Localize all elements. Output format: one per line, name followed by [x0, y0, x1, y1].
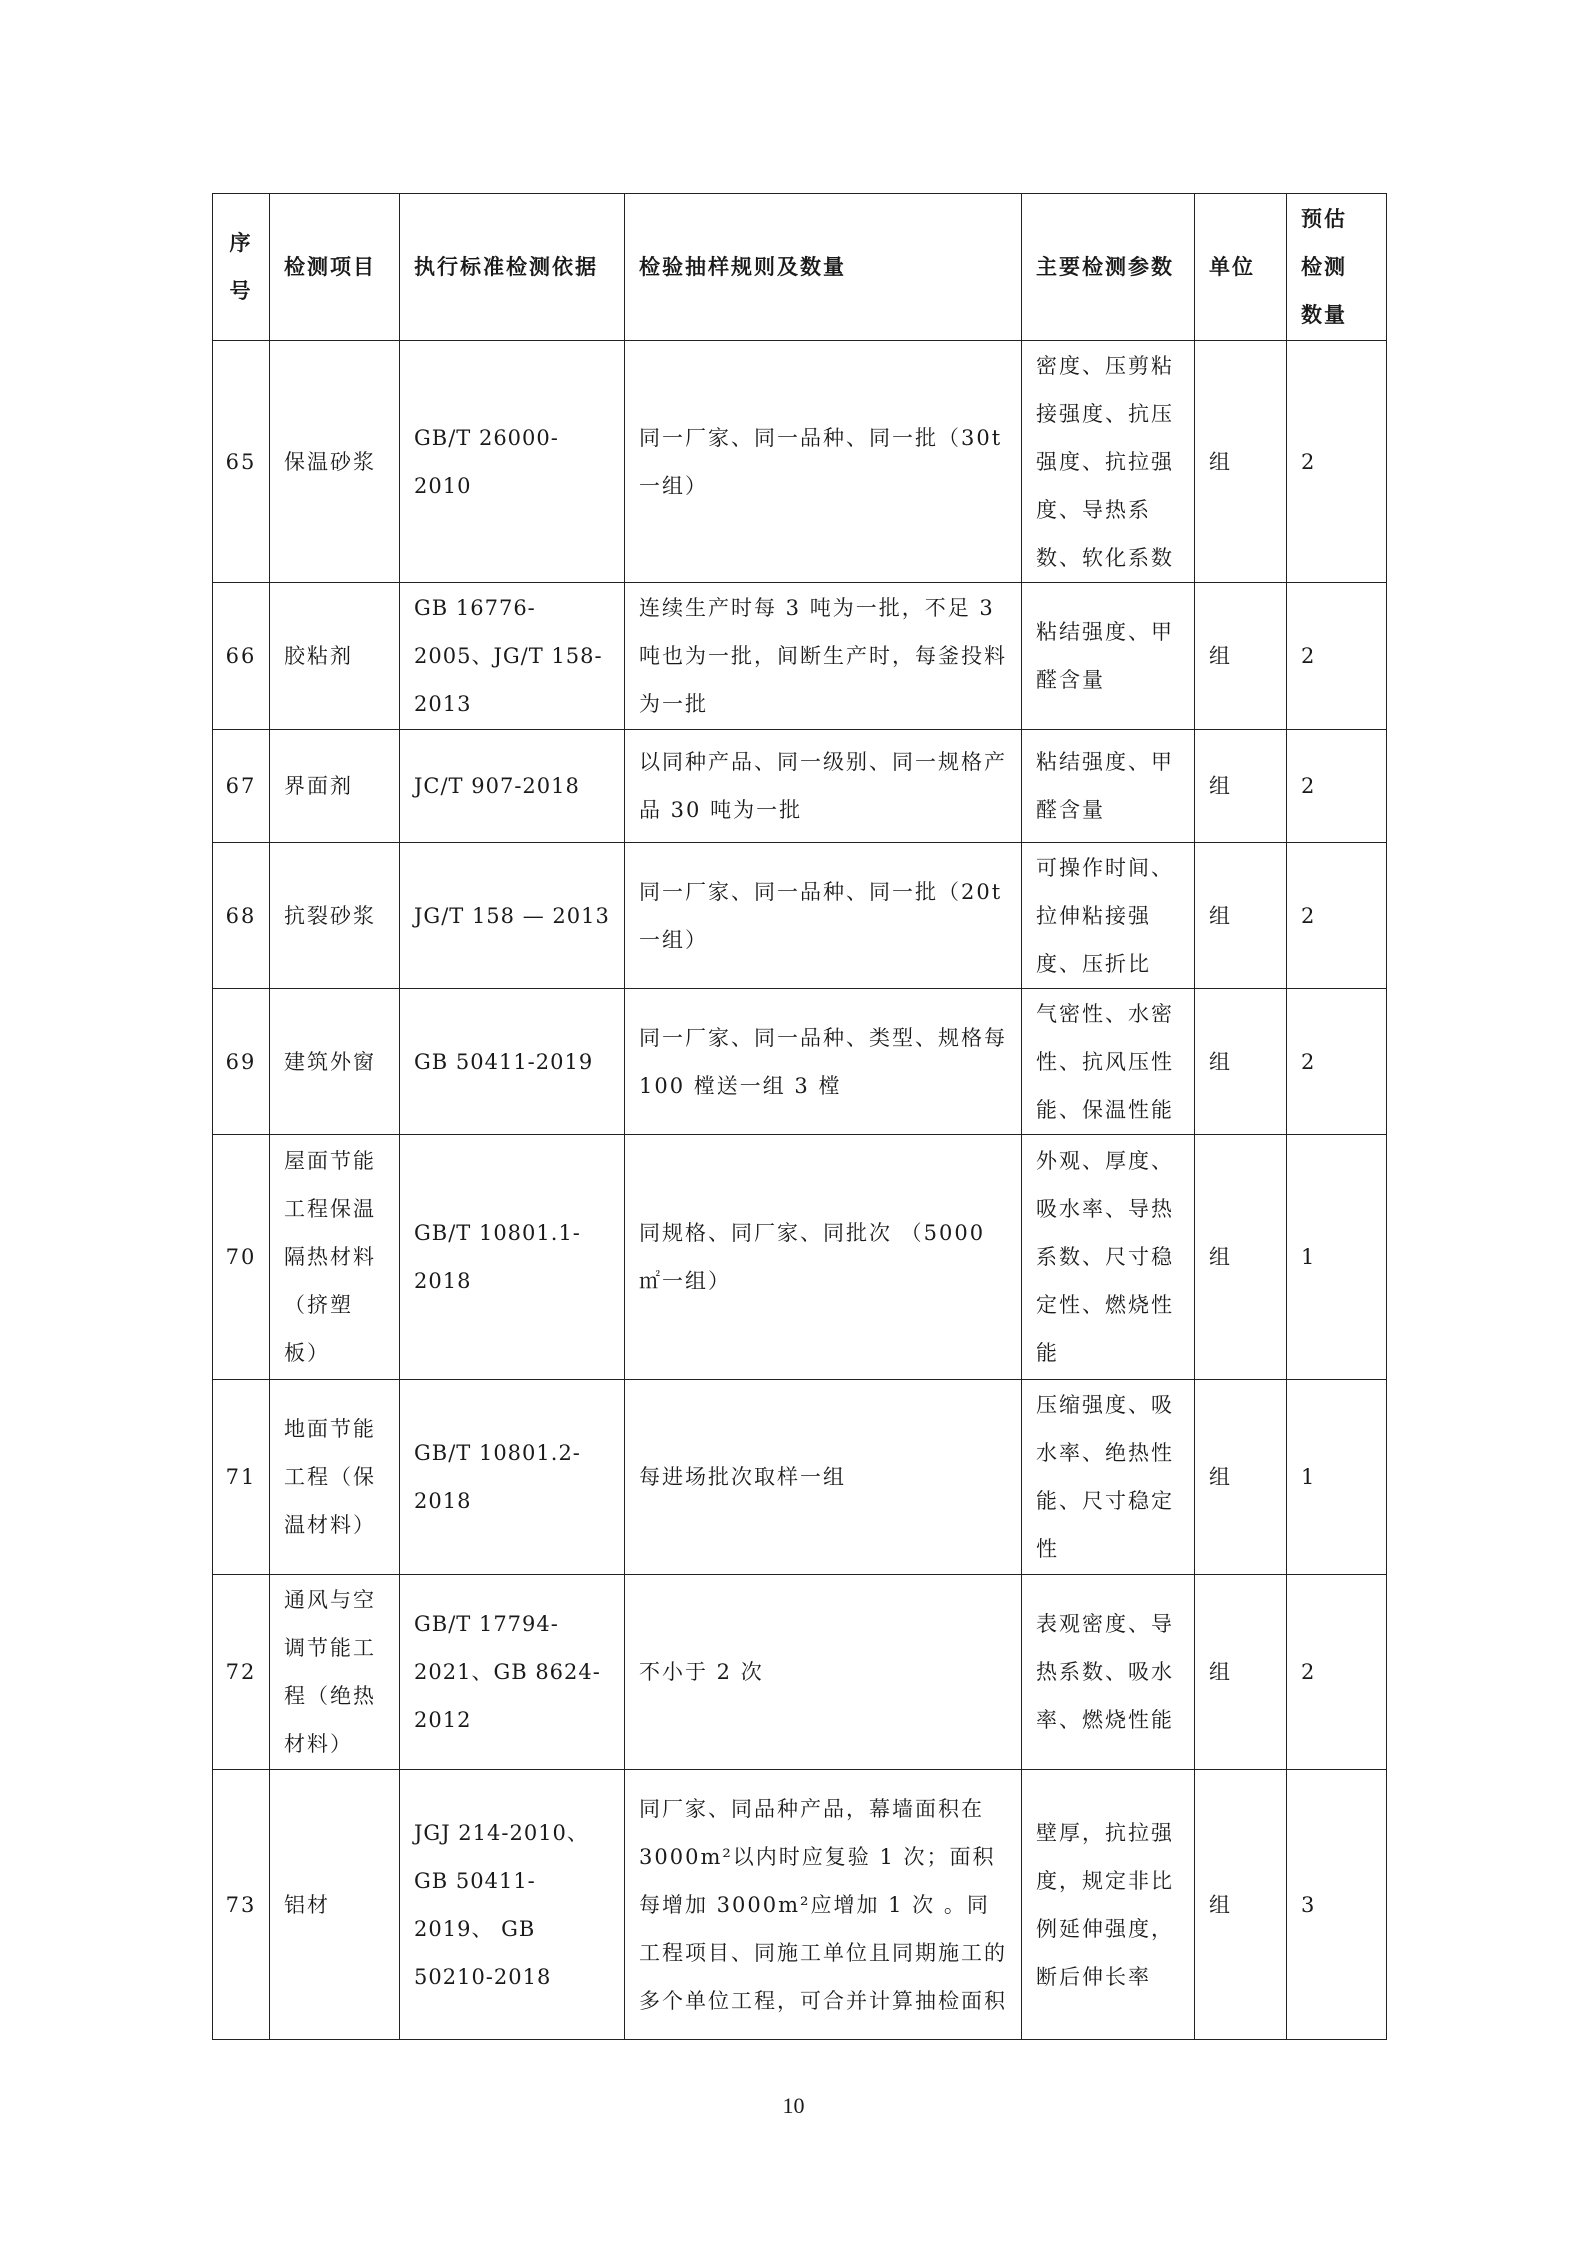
header-unit: 单位 — [1195, 194, 1287, 341]
cell-item: 抗裂砂浆 — [270, 843, 400, 989]
cell-item: 地面节能工程（保温材料） — [270, 1380, 400, 1575]
cell-standard: GB/T 26000-2010 — [400, 341, 625, 583]
cell-standard: GB 16776-2005、JG/T 158-2013 — [400, 583, 625, 730]
cell-params: 粘结强度、甲醛含量 — [1022, 583, 1195, 730]
header-row — [213, 194, 1387, 341]
table-row — [213, 989, 1387, 1135]
header-standard: 执行标准检测依据 — [400, 194, 625, 341]
cell-unit: 组 — [1195, 730, 1287, 843]
header-estimate — [1287, 194, 1387, 341]
cell-qty: 2 — [1287, 1575, 1387, 1770]
table-body — [213, 341, 1387, 2040]
cell-item: 保温砂浆 — [270, 341, 400, 583]
inspection-table — [212, 193, 1387, 2040]
cell-unit: 组 — [1195, 341, 1287, 583]
cell-seq: 67 — [213, 730, 270, 843]
cell-item: 界面剂 — [270, 730, 400, 843]
cell-seq: 72 — [213, 1575, 270, 1770]
cell-sampling: 以同种产品、同一级别、同一规格产品 30 吨为一批 — [625, 730, 1022, 843]
cell-params: 气密性、水密性、抗风压性能、保温性能 — [1022, 989, 1195, 1135]
table-row — [213, 1575, 1387, 1770]
cell-standard: GB/T 10801.2-2018 — [400, 1380, 625, 1575]
table-row — [213, 1135, 1387, 1380]
cell-sampling: 每进场批次取样一组 — [625, 1380, 1022, 1575]
cell-standard: GB/T 17794-2021、GB 8624-2012 — [400, 1575, 625, 1770]
table-row — [213, 843, 1387, 989]
cell-unit: 组 — [1195, 583, 1287, 730]
header-seq-line: 号 — [229, 278, 253, 303]
cell-item: 建筑外窗 — [270, 989, 400, 1135]
cell-seq: 70 — [213, 1135, 270, 1380]
header-seq-line: 序 — [229, 230, 253, 255]
header-sampling: 检验抽样规则及数量 — [625, 194, 1022, 341]
header-item: 检测项目 — [270, 194, 400, 341]
cell-params: 压缩强度、吸水率、绝热性能、尺寸稳定性 — [1022, 1380, 1195, 1575]
cell-qty: 2 — [1287, 843, 1387, 989]
cell-standard: JG/T 158 — 2013 — [400, 843, 625, 989]
cell-params: 可操作时间、拉伸粘接强度、压折比 — [1022, 843, 1195, 989]
cell-params: 密度、压剪粘接强度、抗压强度、抗拉强度、导热系数、软化系数 — [1022, 341, 1195, 583]
cell-standard: JC/T 907-2018 — [400, 730, 625, 843]
header-estimate-line: 数量 — [1301, 302, 1347, 327]
cell-qty: 3 — [1287, 1770, 1387, 2040]
cell-sampling: 不小于 2 次 — [625, 1575, 1022, 1770]
cell-standard: JGJ 214-2010、GB 50411-2019、 GB 50210-2018 — [400, 1770, 625, 2040]
cell-unit: 组 — [1195, 1135, 1287, 1380]
cell-item: 胶粘剂 — [270, 583, 400, 730]
header-seq — [213, 194, 270, 341]
cell-sampling: 同一厂家、同一品种、同一批（20t一组） — [625, 843, 1022, 989]
cell-qty: 1 — [1287, 1380, 1387, 1575]
cell-params: 壁厚，抗拉强度，规定非比例延伸强度，断后伸长率 — [1022, 1770, 1195, 2040]
cell-item: 铝材 — [270, 1770, 400, 2040]
header-estimate-line: 检测 — [1301, 254, 1347, 279]
cell-qty: 2 — [1287, 989, 1387, 1135]
header-estimate-line: 预估 — [1301, 206, 1347, 231]
cell-params: 外观、厚度、吸水率、导热系数、尺寸稳定性、燃烧性能 — [1022, 1135, 1195, 1380]
cell-sampling: 连续生产时每 3 吨为一批，不足 3 吨也为一批，间断生产时，每釜投料为一批 — [625, 583, 1022, 730]
cell-seq: 68 — [213, 843, 270, 989]
cell-params: 表观密度、导热系数、吸水率、燃烧性能 — [1022, 1575, 1195, 1770]
cell-standard: GB/T 10801.1-2018 — [400, 1135, 625, 1380]
table-row — [213, 1380, 1387, 1575]
page-number: 10 — [782, 2093, 805, 2118]
cell-seq: 73 — [213, 1770, 270, 2040]
cell-qty: 2 — [1287, 341, 1387, 583]
cell-seq: 71 — [213, 1380, 270, 1575]
table-header — [213, 194, 1387, 341]
cell-sampling: 同规格、同厂家、同批次 （5000㎡一组） — [625, 1135, 1022, 1380]
cell-sampling: 同厂家、同品种产品，幕墙面积在 3000m²以内时应复验 1 次；面积每增加 3000m²应增加 1 次 。同工程项目、同施工单位且同期施工的多个单位工程，可合并计算抽检面积 — [625, 1770, 1022, 2040]
cell-sampling: 同一厂家、同一品种、同一批（30t一组） — [625, 341, 1022, 583]
cell-seq: 69 — [213, 989, 270, 1135]
cell-seq: 65 — [213, 341, 270, 583]
cell-qty: 2 — [1287, 583, 1387, 730]
cell-unit: 组 — [1195, 1770, 1287, 2040]
table-row — [213, 583, 1387, 730]
cell-params: 粘结强度、甲醛含量 — [1022, 730, 1195, 843]
cell-seq: 66 — [213, 583, 270, 730]
cell-unit: 组 — [1195, 1380, 1287, 1575]
cell-standard: GB 50411-2019 — [400, 989, 625, 1135]
table-row — [213, 1770, 1387, 2040]
cell-unit: 组 — [1195, 843, 1287, 989]
cell-qty: 1 — [1287, 1135, 1387, 1380]
cell-item: 通风与空调节能工程（绝热材料） — [270, 1575, 400, 1770]
cell-unit: 组 — [1195, 989, 1287, 1135]
header-params: 主要检测参数 — [1022, 194, 1195, 341]
cell-item: 屋面节能工程保温隔热材料（挤塑板） — [270, 1135, 400, 1380]
table-row — [213, 730, 1387, 843]
cell-qty: 2 — [1287, 730, 1387, 843]
table-row — [213, 341, 1387, 583]
cell-unit: 组 — [1195, 1575, 1287, 1770]
cell-sampling: 同一厂家、同一品种、类型、规格每 100 樘送一组 3 樘 — [625, 989, 1022, 1135]
